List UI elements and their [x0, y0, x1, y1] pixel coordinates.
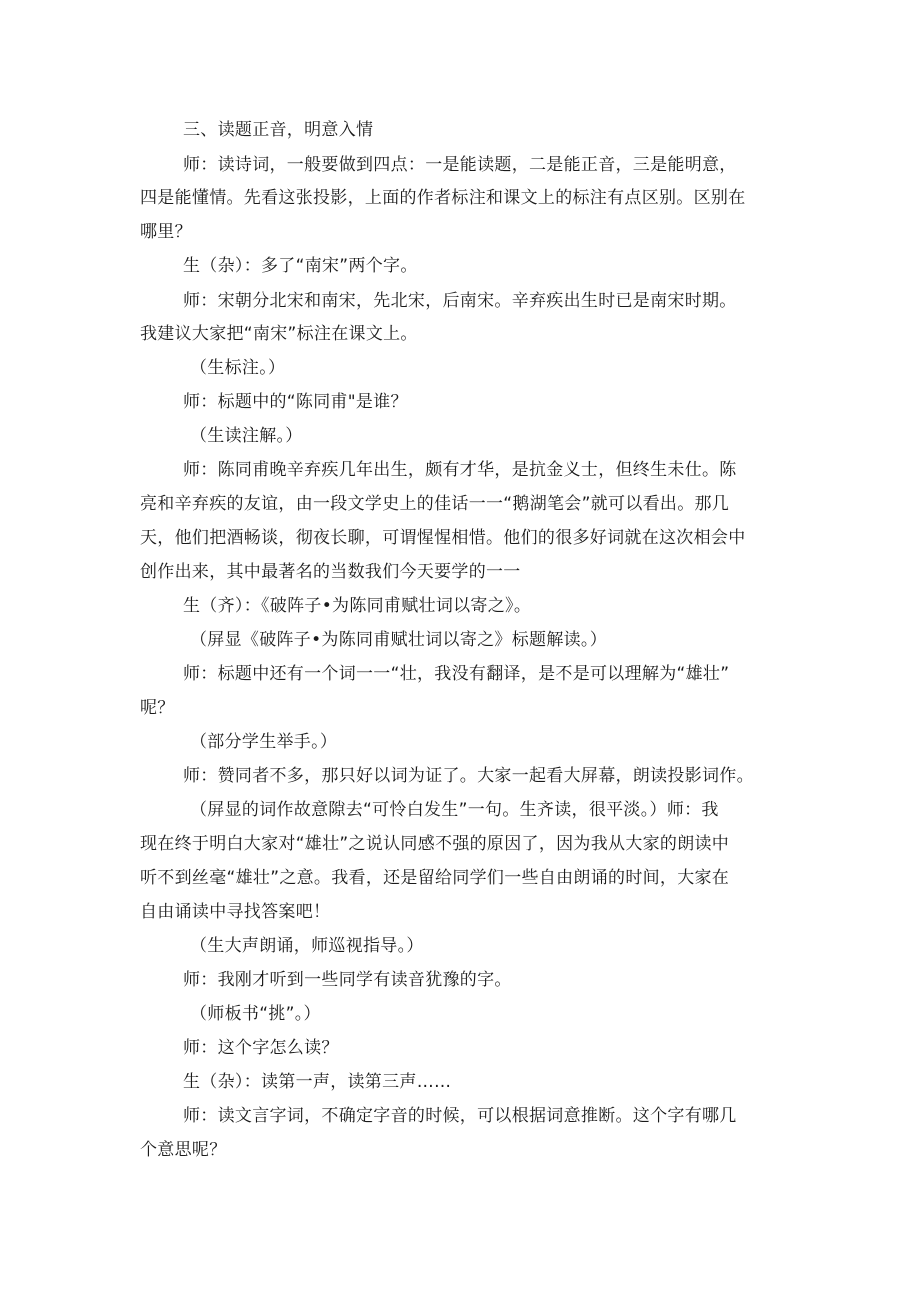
paragraph-line: 师：标题中的“陈同甫"是谁？: [183, 392, 408, 412]
paragraph-line: 哪里？: [140, 222, 192, 242]
paragraph-line: 师：我刚才听到一些同学有读音犹豫的字。: [183, 970, 512, 990]
paragraph-line: 师：读文言字词，不确定字音的时候，可以根据词意推断。这个字有哪几: [183, 1106, 737, 1126]
paragraph-line: 创作出来，其中最著名的当数我们今天要学的一一: [140, 562, 521, 582]
section-heading: 三、读题正音，明意入情: [183, 120, 374, 140]
paragraph-line: （屏显《破阵子•为陈同甫赋壮词以寄之》标题解读。）: [190, 630, 608, 650]
paragraph-line: （部分学生举手。）: [190, 732, 338, 752]
paragraph-line: 四是能懂情。先看这张投影，上面的作者标注和课文上的标注有点区别。区别在: [140, 188, 746, 208]
paragraph-line: （生标注。）: [190, 358, 286, 378]
paragraph-line: 我建议大家把“南宋”标注在课文上。: [140, 324, 418, 344]
paragraph-line: （生大声朗诵，师巡视指导。）: [190, 936, 424, 956]
paragraph-line: 听不到丝毫“雄壮”之意。我看，还是留给同学们一些自由朗诵的时间，大家在: [140, 868, 730, 888]
paragraph-line: 个意思呢？: [140, 1140, 227, 1160]
paragraph-line: 师：读诗词，一般要做到四点：一是能读题，二是能正音，三是能明意，: [183, 155, 737, 175]
paragraph-line: 师：陈同甫晚辛弃疾几年出生，颇有才华，是抗金义士，但终生未仕。陈: [183, 460, 737, 480]
paragraph-line: 生（齐）：《破阵子•为陈同甫赋壮词以寄之》。: [183, 596, 532, 616]
paragraph-line: 呢？: [140, 698, 175, 718]
paragraph-line: 生（杂）：多了“南宋”两个字。: [183, 256, 418, 276]
paragraph-line: （生读注解。）: [190, 426, 303, 446]
paragraph-line: 天，他们把酒畅谈，彻夜长聊，可谓惺惺相惜。他们的很多好词就在这次相会中: [140, 528, 746, 548]
paragraph-line: 师：宋朝分北宋和南宋，先北宋，后南宋。辛弃疾出生时已是南宋时期。: [183, 291, 737, 311]
paragraph-line: 生（杂）：读第一声，读第三声……: [183, 1072, 452, 1092]
paragraph-line: （屏显的词作故意隙去“可怜白发生”一句。生齐读，很平淡。）师：我: [190, 800, 719, 820]
paragraph-line: 现在终于明白大家对“雄壮”之说认同感不强的原因了，因为我从大家的朗读中: [140, 834, 730, 854]
paragraph-line: （师板书“挑”。）: [190, 1004, 321, 1024]
paragraph-line: 师：标题中还有一个词一一“壮，我没有翻译，是不是可以理解为“雄壮”: [183, 664, 730, 684]
paragraph-line: 师：赞同者不多，那只好以词为证了。大家一起看大屏幕，朗读投影词作。: [183, 766, 754, 786]
paragraph-line: 师：这个字怎么读？: [183, 1038, 339, 1058]
paragraph-line: 亮和辛弃疾的友谊，由一段文学史上的佳话一一“鹅湖笔会”就可以看出。那几: [140, 494, 730, 514]
paragraph-line: 自由诵读中寻找答案吧！: [140, 902, 331, 922]
